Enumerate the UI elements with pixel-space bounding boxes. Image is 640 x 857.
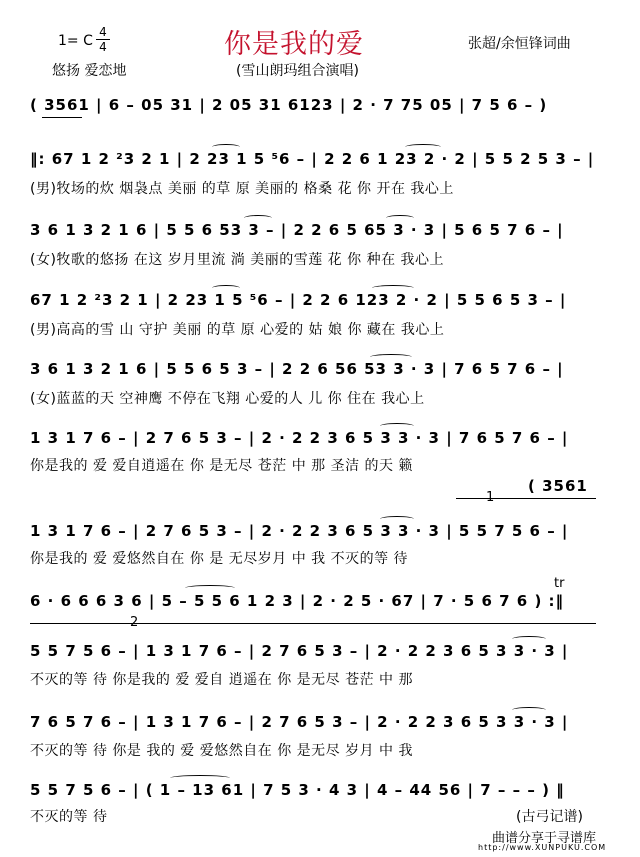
lyric-row: (男)牧场的炊 烟袅点 美丽 的草 原 美丽的 格桑 花 你 开在 我心上 bbox=[30, 181, 454, 197]
site-credit: 曲谱分享于寻谱库 bbox=[492, 831, 597, 846]
notation-row: 1 3 1 7 6 – | 2 7 6 5 3 – | 2 · 2 2 3 6 5 3 3 · 3 | 5 5 7 5 6 – | bbox=[30, 522, 569, 540]
notation-row: 3 6 1 3 2 1 6 | 5 5 6 5 3 – | 2 2 6 56 53 3 · 3 | 7 6 5 7 6 – | bbox=[30, 360, 564, 378]
tempo-mark: 悠扬 爱恋地 bbox=[52, 63, 127, 79]
lyric-row: 你是我的 爱 爱自逍遥在 你 是无尽 苍茫 中 那 圣洁 的天 籁 bbox=[30, 458, 414, 474]
notation-row: 67 1 2 ²3 2 1 | 2 23 1 5 ⁵6 – | 2 2 6 123 2 · 2 | 5 5 6 5 3 – | bbox=[30, 291, 567, 309]
notation-row: 5 5 7 5 6 – | ( 1 – 13 61 | 7 5 3 · 4 3 | 4 – 44 56 | 7 – – – ) ‖ bbox=[30, 781, 565, 799]
key-signature: 1= C bbox=[58, 33, 93, 49]
lyric-row: 你是我的 爱 爱悠然自在 你 是 无尽岁月 中 我 不灭的等 待 bbox=[30, 551, 409, 567]
time-signature bbox=[96, 26, 110, 53]
lyric-row: 不灭的等 待 bbox=[30, 809, 108, 825]
volta-2: 2 bbox=[130, 615, 139, 630]
volta-1: 1 bbox=[486, 490, 495, 505]
notation-row: 1 3 1 7 6 – | 2 7 6 5 3 – | 2 · 2 2 3 6 5 3 3 · 3 | 7 6 5 7 6 – | bbox=[30, 429, 569, 447]
transcriber-credit: (古弓记谱) bbox=[516, 809, 583, 825]
notation-row: ( 3561 | 6 – 05 31 | 2 05 31 6123 | 2 · 7 75 05 | 7 5 6 – ) bbox=[30, 96, 548, 114]
lyric-row: (女)牧歌的悠扬 在这 岁月里流 淌 美丽的雪莲 花 你 种在 我心上 bbox=[30, 252, 445, 268]
song-title: 你是我的爱 bbox=[224, 29, 364, 60]
lyric-row: (女)蓝蓝的天 空神鹰 不停在飞翔 心爱的人 儿 你 住在 我心上 bbox=[30, 391, 425, 407]
meter-top: 4 bbox=[99, 25, 107, 39]
notation-row: ‖: 67 1 2 ²3 2 1 | 2 23 1 5 ⁵6 – | 2 2 6 1 23 2 · 2 | 5 5 2 5 3 – | bbox=[30, 150, 595, 168]
lyric-row: 不灭的等 待 你是我的 爱 爱自 逍遥在 你 是无尽 苍茫 中 那 bbox=[30, 672, 414, 688]
credits: 张超/余恒锋词曲 bbox=[468, 36, 571, 52]
notation-row: 7 6 5 7 6 – | 1 3 1 7 6 – | 2 7 6 5 3 – | 2 · 2 2 3 6 5 3 3 · 3 | bbox=[30, 713, 569, 731]
notation-row: 6 · 6 6 6 3 6 | 5 – 5 5 6 1 2 3 | 2 · 2 5 · 67 | 7 · 5 6 7 6 ) :‖ bbox=[30, 592, 565, 610]
trill-mark: tr bbox=[554, 576, 565, 591]
site-url: http://www.XUNPUKU.COM bbox=[478, 843, 607, 852]
intro-repeat: ( 3561 bbox=[528, 477, 588, 495]
lyric-row: 不灭的等 待 你是 我的 爱 爱悠然自在 你 是无尽 岁月 中 我 bbox=[30, 743, 414, 759]
meter-bottom: 4 bbox=[99, 40, 107, 54]
performer: (雪山朗玛组合演唱) bbox=[236, 63, 359, 79]
lyric-row: (男)高高的雪 山 守护 美丽 的草 原 心爱的 姑 娘 你 藏在 我心上 bbox=[30, 322, 445, 338]
notation-row: 5 5 7 5 6 – | 1 3 1 7 6 – | 2 7 6 5 3 – | 2 · 2 2 3 6 5 3 3 · 3 | bbox=[30, 642, 569, 660]
notation-row: 3 6 1 3 2 1 6 | 5 5 6 53 3 – | 2 2 6 5 65 3 · 3 | 5 6 5 7 6 – | bbox=[30, 221, 564, 239]
